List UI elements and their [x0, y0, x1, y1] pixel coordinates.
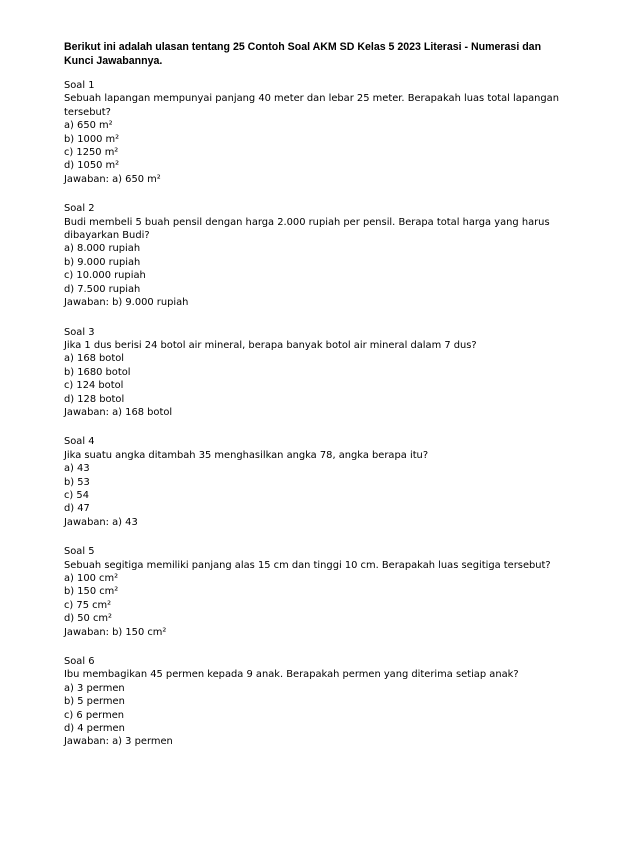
answer-option: c) 6 permen	[64, 709, 125, 721]
question-label: Soal 4	[64, 436, 95, 448]
question-text: Ibu membagikan 45 permen kepada 9 anak. Berapakah permen yang diterima setiap anak?	[64, 669, 519, 681]
question-block	[64, 202, 584, 309]
answer-option: d) 47	[64, 503, 90, 515]
question-label: Soal 1	[64, 80, 95, 91]
answer-option: c) 124 botol	[64, 380, 124, 392]
answer-option: d) 4 permen	[64, 723, 125, 735]
answer-option: b) 1000 m²	[64, 133, 120, 145]
answer-option: b) 53	[64, 476, 90, 488]
question-label: Soal 2	[64, 203, 95, 215]
question-block	[64, 326, 584, 420]
answer-option: a) 100 cm²	[64, 573, 119, 584]
answer-option: c) 54	[64, 489, 89, 501]
answer-option: b) 5 permen	[64, 696, 125, 708]
question-label: Soal 6	[64, 656, 95, 668]
answer-key: Jawaban: a) 168 botol	[64, 406, 173, 418]
answer-option: b) 150 cm²	[64, 586, 119, 598]
answer-option: d) 128 botol	[64, 393, 125, 405]
answer-option: a) 3 permen	[64, 682, 125, 694]
question-text: Jika suatu angka ditambah 35 menghasilkan angka 78, angka berapa itu?	[64, 449, 429, 461]
answer-option: c) 1250 m²	[64, 147, 119, 159]
answer-key: Jawaban: a) 650 m²	[64, 173, 161, 185]
answer-option: c) 10.000 rupiah	[64, 270, 146, 282]
question-text: Sebuah segitiga memiliki panjang alas 15 cm dan tinggi 10 cm. Berapakah luas segitiga tersebut?	[64, 559, 551, 571]
answer-key: Jawaban: a) 43	[64, 516, 138, 528]
document-title: Berikut ini adalah ulasan tentang 25 Contoh Soal AKM SD Kelas 5 2023 Literasi - Numerasi dan Kunci Jawabannya.	[64, 41, 542, 67]
question-block	[64, 435, 584, 529]
answer-option: d) 50 cm²	[64, 613, 112, 625]
question-label: Soal 5	[64, 546, 95, 558]
question-text: Sebuah lapangan mempunyai panjang 40 meter dan lebar 25 meter. Berapakah luas total lapangan tersebut?	[64, 93, 559, 118]
answer-key: Jawaban: b) 150 cm²	[64, 626, 167, 638]
question-list	[64, 79, 584, 765]
answer-option: c) 75 cm²	[64, 599, 112, 611]
answer-option: a) 43	[64, 463, 90, 475]
question-block	[64, 655, 584, 749]
answer-key: Jawaban: a) 3 permen	[64, 736, 173, 748]
answer-option: d) 1050 m²	[64, 160, 120, 172]
answer-option: a) 650 m²	[64, 120, 113, 132]
answer-option: a) 8.000 rupiah	[64, 243, 141, 255]
question-block	[64, 545, 584, 639]
question-block	[64, 79, 584, 186]
question-label: Soal 3	[64, 326, 95, 338]
answer-option: a) 168 botol	[64, 353, 124, 365]
answer-option: d) 7.500 rupiah	[64, 283, 141, 295]
answer-option: b) 1680 botol	[64, 366, 131, 378]
question-text: Budi membeli 5 buah pensil dengan harga 2.000 rupiah per pensil. Berapa total harga yang harus dibayarkan Budi?	[64, 216, 550, 242]
question-text: Jika 1 dus berisi 24 botol air mineral, berapa banyak botol air mineral dalam 7 dus?	[64, 339, 477, 351]
answer-key: Jawaban: b) 9.000 rupiah	[64, 297, 189, 309]
answer-option: b) 9.000 rupiah	[64, 256, 141, 268]
